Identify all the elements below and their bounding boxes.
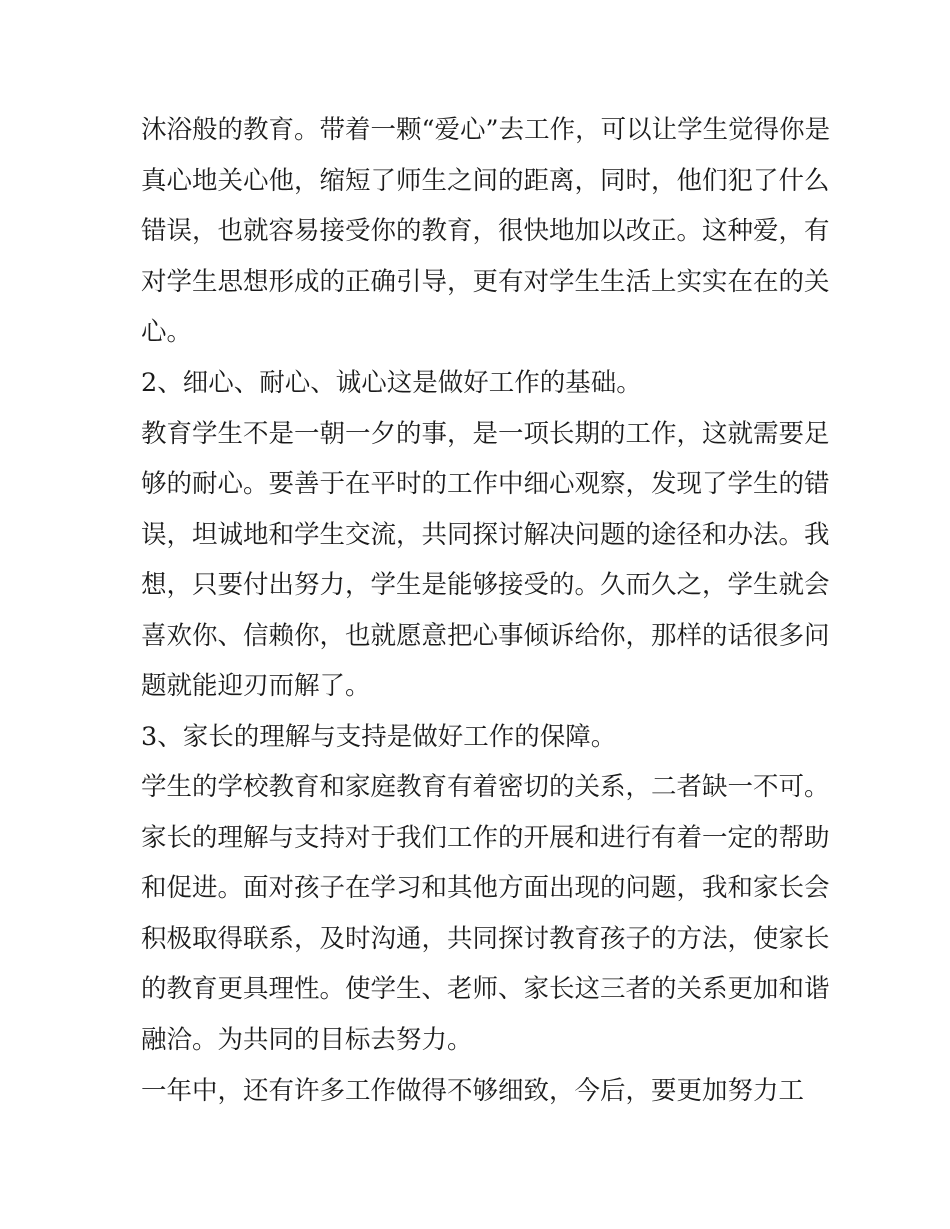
text-line: 积极取得联系，及时沟通，共同探讨教育孩子的方法，使家长 [141,924,830,954]
text-line: 错误，也就容易接受你的教育，很快地加以改正。这种爱，有 [141,216,830,246]
text-line: 真心地关心他，缩短了师生之间的距离，同时，他们犯了什么 [141,166,830,196]
text-line: 的教育更具理性。使学生、老师、家长这三者的关系更加和谐 [141,974,830,1004]
text-line: 题就能迎刃而解了。 [141,671,371,701]
text-line: 想，只要付出努力，学生是能够接受的。久而久之，学生就会 [141,570,830,600]
text-line: 一年中，还有许多工作做得不够细致，今后，要更加努力工 [141,1076,805,1106]
text-line: 对学生思想形成的正确引导，更有对学生生活上实实在在的关 [141,267,830,297]
text-line: 教育学生不是一朝一夕的事，是一项长期的工作，这就需要足 [141,419,830,449]
text-line: 够的耐心。要善于在平时的工作中细心观察，发现了学生的错 [141,469,830,499]
text-line: 和促进。面对孩子在学习和其他方面出现的问题，我和家长会 [141,873,830,903]
section-heading: 2、细心、耐心、诚心这是做好工作的基础。 [141,368,642,398]
text-line: 家长的理解与支持对于我们工作的开展和进行有着一定的帮助 [141,823,830,853]
text-line: 沐浴般的教育。带着一颗“爱心”去工作，可以让学生觉得你是 [141,115,831,145]
text-line: 融洽。为共同的目标去努力。 [141,1025,473,1055]
text-line: 喜欢你、信赖你，也就愿意把心事倾诉给你，那样的话很多问 [141,621,830,651]
text-line: 学生的学校教育和家庭教育有着密切的关系，二者缺一不可。 [141,772,830,802]
text-line: 心。 [141,317,193,347]
section-heading: 3、家长的理解与支持是做好工作的保障。 [141,722,617,752]
text-line: 误，坦诚地和学生交流，共同探讨解决问题的途径和办法。我 [141,520,830,550]
